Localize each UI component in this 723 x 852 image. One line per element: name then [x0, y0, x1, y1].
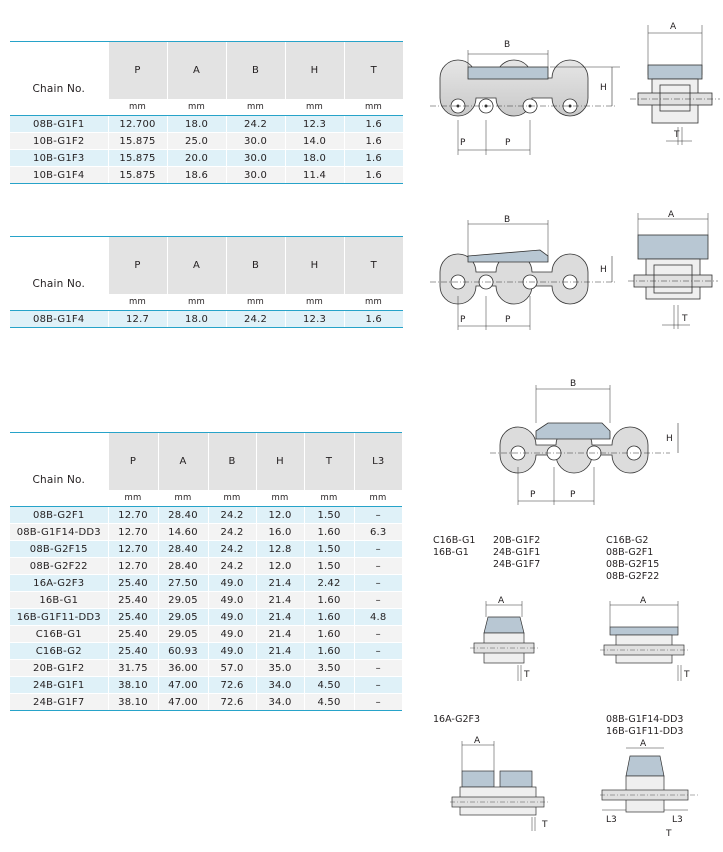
value-cell: 49.0: [208, 626, 256, 643]
dim-a-label: A: [498, 596, 505, 606]
value-cell: 1.6: [344, 167, 403, 184]
value-cell: 49.0: [208, 575, 256, 592]
unit-cell: mm: [226, 294, 285, 311]
value-cell: 24.2: [208, 524, 256, 541]
unit-cell: [10, 99, 108, 116]
value-cell: 14.0: [285, 133, 344, 150]
value-cell: 25.40: [108, 609, 158, 626]
value-cell: 3.50: [304, 660, 354, 677]
value-cell: –: [354, 592, 402, 609]
header-l3: L3: [354, 433, 402, 490]
value-cell: 15.875: [108, 150, 167, 167]
table-row: [10, 133, 403, 150]
value-cell: 24.2: [208, 507, 256, 524]
value-cell: 18.0: [167, 311, 226, 328]
dim-p-label-2: P: [505, 315, 511, 325]
value-cell: 20.0: [167, 150, 226, 167]
dim-p-label-1: P: [530, 490, 536, 500]
dim-l3-label-right: L3: [672, 815, 683, 825]
table-row: [10, 626, 402, 643]
value-cell: 1.6: [344, 150, 403, 167]
value-cell: 49.0: [208, 643, 256, 660]
chain-no-cell: 10B-G1F4: [10, 167, 108, 184]
header-b: B: [226, 237, 285, 294]
value-cell: 1.6: [344, 116, 403, 133]
value-cell: 49.0: [208, 592, 256, 609]
table-row: [10, 694, 402, 711]
header-t: T: [344, 237, 403, 294]
value-cell: 38.10: [108, 677, 158, 694]
value-cell: 1.6: [344, 311, 403, 328]
value-cell: 25.40: [108, 592, 158, 609]
value-cell: 36.00: [158, 660, 208, 677]
value-cell: 72.6: [208, 677, 256, 694]
dim-a-label: A: [640, 596, 647, 606]
value-cell: 28.40: [158, 558, 208, 575]
value-cell: 30.0: [226, 133, 285, 150]
value-cell: 2.42: [304, 575, 354, 592]
value-cell: 18.0: [167, 116, 226, 133]
unit-cell: mm: [108, 490, 158, 507]
value-cell: 12.0: [256, 507, 304, 524]
value-cell: 21.4: [256, 626, 304, 643]
table-row: [10, 558, 402, 575]
value-cell: 47.00: [158, 694, 208, 711]
chain-end-view-2: [628, 205, 718, 335]
value-cell: 18.6: [167, 167, 226, 184]
unit-cell: mm: [256, 490, 304, 507]
dim-t-label: T: [674, 130, 680, 140]
chain-end-view-1: [630, 15, 720, 155]
value-cell: 12.8: [256, 541, 304, 558]
chain-no-cell: 10B-G1F2: [10, 133, 108, 150]
value-cell: 25.40: [108, 626, 158, 643]
value-cell: 47.00: [158, 677, 208, 694]
caption-g1-b: 20B-G1F2 24B-G1F1 24B-G1F7: [493, 535, 541, 570]
value-cell: –: [354, 626, 402, 643]
header-a: A: [158, 433, 208, 490]
dim-t-label: T: [684, 670, 690, 680]
table-row: [10, 524, 402, 541]
table-row: [10, 116, 403, 133]
value-cell: 12.3: [285, 311, 344, 328]
value-cell: 4.8: [354, 609, 402, 626]
chain-no-cell: 16A-G2F3: [10, 575, 108, 592]
dim-h-label: H: [600, 265, 607, 275]
value-cell: 1.60: [304, 592, 354, 609]
chain-no-cell: 08B-G2F1: [10, 507, 108, 524]
table-row: [10, 507, 402, 524]
value-cell: –: [354, 694, 402, 711]
chain-no-cell: 16B-G1: [10, 592, 108, 609]
value-cell: 1.60: [304, 626, 354, 643]
header-h: H: [256, 433, 304, 490]
value-cell: 29.05: [158, 626, 208, 643]
value-cell: 30.0: [226, 150, 285, 167]
value-cell: 4.50: [304, 677, 354, 694]
header-chain-no: Chain No.: [10, 433, 108, 490]
caption-g1-a: C16B-G1 16B-G1: [433, 535, 476, 558]
value-cell: 1.60: [304, 643, 354, 660]
table-row: [10, 541, 402, 558]
unit-cell: mm: [208, 490, 256, 507]
value-cell: 24.2: [226, 311, 285, 328]
value-cell: 31.75: [108, 660, 158, 677]
end-view-16a: [450, 735, 560, 835]
value-cell: –: [354, 643, 402, 660]
dim-b-label: B: [504, 215, 511, 225]
header-h: H: [285, 237, 344, 294]
value-cell: 1.60: [304, 524, 354, 541]
value-cell: 16.0: [256, 524, 304, 541]
value-cell: –: [354, 677, 402, 694]
chain-side-view-2: [420, 210, 620, 340]
value-cell: 21.4: [256, 643, 304, 660]
unit-cell: mm: [167, 294, 226, 311]
value-cell: –: [354, 575, 402, 592]
header-chain-no: Chain No.: [10, 42, 108, 99]
value-cell: 1.50: [304, 558, 354, 575]
value-cell: 29.05: [158, 592, 208, 609]
table-row: [10, 660, 402, 677]
unit-cell: [10, 490, 108, 507]
value-cell: 12.3: [285, 116, 344, 133]
end-view-dd3: [600, 740, 700, 840]
spec-table-2: [10, 236, 403, 328]
chain-no-cell: C16B-G1: [10, 626, 108, 643]
table-row: [10, 575, 402, 592]
chain-no-cell: 08B-G1F1: [10, 116, 108, 133]
dim-p-label-2: P: [505, 138, 511, 148]
unit-cell: mm: [108, 294, 167, 311]
dim-t-label: T: [682, 314, 688, 324]
value-cell: 21.4: [256, 592, 304, 609]
value-cell: 34.0: [256, 694, 304, 711]
value-cell: 12.0: [256, 558, 304, 575]
dim-t-label: T: [666, 829, 672, 839]
header-h: H: [285, 42, 344, 99]
value-cell: 6.3: [354, 524, 402, 541]
value-cell: 25.0: [167, 133, 226, 150]
value-cell: 12.70: [108, 558, 158, 575]
value-cell: 60.93: [158, 643, 208, 660]
value-cell: 1.60: [304, 609, 354, 626]
value-cell: 72.6: [208, 694, 256, 711]
dim-l3-label-left: L3: [606, 815, 617, 825]
value-cell: 12.70: [108, 507, 158, 524]
value-cell: 25.40: [108, 643, 158, 660]
value-cell: 14.60: [158, 524, 208, 541]
value-cell: 21.4: [256, 575, 304, 592]
table-row: [10, 311, 403, 328]
table-row: [10, 592, 402, 609]
value-cell: 34.0: [256, 677, 304, 694]
header-a: A: [167, 237, 226, 294]
dim-a-label: A: [670, 22, 677, 32]
value-cell: 38.10: [108, 694, 158, 711]
chain-no-cell: 08B-G2F22: [10, 558, 108, 575]
chain-no-cell: 08B-G1F4: [10, 311, 108, 328]
unit-cell: mm: [226, 99, 285, 116]
unit-cell: mm: [158, 490, 208, 507]
header-p: P: [108, 42, 167, 99]
chain-no-cell: 08B-G1F14-DD3: [10, 524, 108, 541]
caption-16a: 16A-G2F3: [433, 714, 481, 725]
unit-cell: mm: [285, 294, 344, 311]
dim-h-label: H: [666, 434, 673, 444]
header-t: T: [344, 42, 403, 99]
end-view-g1: [470, 595, 540, 685]
value-cell: 57.0: [208, 660, 256, 677]
unit-cell: mm: [108, 99, 167, 116]
header-chain-no: Chain No.: [10, 237, 108, 294]
value-cell: 24.2: [226, 116, 285, 133]
header-b: B: [208, 433, 256, 490]
chain-no-cell: 24B-G1F1: [10, 677, 108, 694]
dim-p-label-1: P: [460, 138, 466, 148]
value-cell: 12.70: [108, 541, 158, 558]
chain-no-cell: C16B-G2: [10, 643, 108, 660]
chain-side-view-1: [420, 30, 620, 170]
caption-dd3: 08B-G1F14-DD3 16B-G1F11-DD3: [606, 714, 684, 737]
dim-b-label: B: [570, 379, 577, 389]
header-t: T: [304, 433, 354, 490]
caption-g2: C16B-G2 08B-G2F1 08B-G2F15 08B-G2F22: [606, 535, 660, 582]
dim-t-label: T: [542, 820, 548, 830]
chain-no-cell: 16B-G1F11-DD3: [10, 609, 108, 626]
spec-table-3: [10, 432, 402, 711]
header-b: B: [226, 42, 285, 99]
value-cell: 12.7: [108, 311, 167, 328]
value-cell: 27.50: [158, 575, 208, 592]
value-cell: –: [354, 660, 402, 677]
value-cell: 4.50: [304, 694, 354, 711]
value-cell: 25.40: [108, 575, 158, 592]
dim-b-label: B: [504, 40, 511, 50]
value-cell: 28.40: [158, 507, 208, 524]
value-cell: –: [354, 558, 402, 575]
unit-cell: mm: [285, 99, 344, 116]
value-cell: 1.50: [304, 541, 354, 558]
chain-no-cell: 10B-G1F3: [10, 150, 108, 167]
table-row: [10, 167, 403, 184]
dim-p-label-2: P: [570, 490, 576, 500]
spec-table-1: [10, 41, 403, 184]
unit-cell: mm: [354, 490, 402, 507]
unit-cell: [10, 294, 108, 311]
value-cell: 24.2: [208, 541, 256, 558]
value-cell: 1.50: [304, 507, 354, 524]
value-cell: 11.4: [285, 167, 344, 184]
unit-cell: mm: [344, 99, 403, 116]
chain-no-cell: 20B-G1F2: [10, 660, 108, 677]
chain-no-cell: 08B-G2F15: [10, 541, 108, 558]
value-cell: 29.05: [158, 609, 208, 626]
dim-a-label: A: [640, 739, 647, 749]
value-cell: 35.0: [256, 660, 304, 677]
table-row: [10, 643, 402, 660]
value-cell: 12.700: [108, 116, 167, 133]
value-cell: 30.0: [226, 167, 285, 184]
header-a: A: [167, 42, 226, 99]
value-cell: –: [354, 541, 402, 558]
value-cell: 12.70: [108, 524, 158, 541]
header-p: P: [108, 237, 167, 294]
unit-cell: mm: [344, 294, 403, 311]
end-view-g2: [600, 595, 690, 685]
dim-a-label: A: [474, 736, 481, 746]
chain-no-cell: 24B-G1F7: [10, 694, 108, 711]
value-cell: 1.6: [344, 133, 403, 150]
unit-cell: mm: [167, 99, 226, 116]
value-cell: 49.0: [208, 609, 256, 626]
dim-t-label: T: [524, 670, 530, 680]
value-cell: 15.875: [108, 167, 167, 184]
value-cell: –: [354, 507, 402, 524]
value-cell: 18.0: [285, 150, 344, 167]
dim-p-label-1: P: [460, 315, 466, 325]
unit-cell: mm: [304, 490, 354, 507]
table-row: [10, 609, 402, 626]
dim-a-label: A: [668, 210, 675, 220]
table-row: [10, 150, 403, 167]
header-p: P: [108, 433, 158, 490]
value-cell: 21.4: [256, 609, 304, 626]
value-cell: 15.875: [108, 133, 167, 150]
chain-side-view-3: [490, 375, 690, 510]
dim-h-label: H: [600, 83, 607, 93]
table-row: [10, 677, 402, 694]
value-cell: 28.40: [158, 541, 208, 558]
value-cell: 24.2: [208, 558, 256, 575]
